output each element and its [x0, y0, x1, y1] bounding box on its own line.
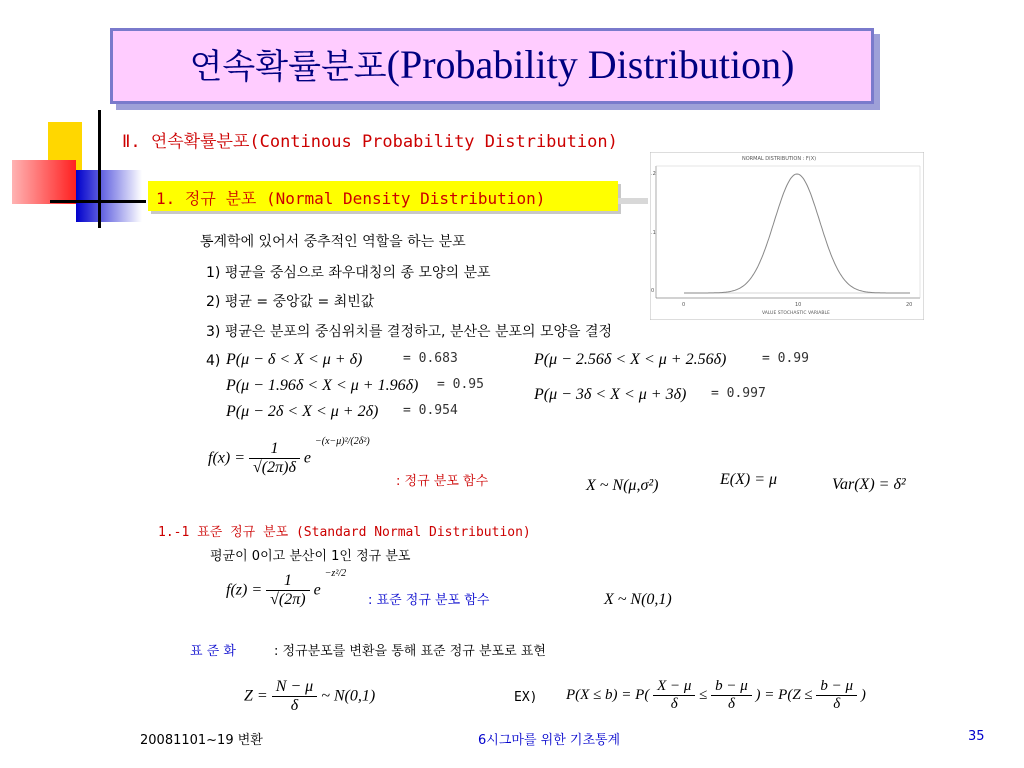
graph-ytick: 0: [651, 288, 655, 294]
prob-3sigma-value: = 0.997: [711, 386, 766, 401]
graph-xtick: 10: [795, 302, 802, 308]
footer-left: 20081101~19 변환: [140, 733, 263, 748]
example-numerator-2: b − μ: [711, 678, 752, 696]
normal-pdf-e: e: [303, 449, 311, 467]
point-1: 1) 평균을 중심으로 좌우대칭의 종 모양의 분포: [206, 265, 491, 281]
subsection-heading: 1. 정규 분포 (Normal Density Distribution): [156, 189, 546, 208]
prob-2sigma-value: = 0.954: [403, 403, 458, 418]
title-english: (Probability Distribution): [386, 42, 795, 87]
standard-pdf-label: : 표준 정규 분포 함수: [368, 593, 490, 608]
standard-pdf-numerator: 1: [266, 572, 309, 591]
prob-1sigma-value: = 0.683: [403, 351, 458, 366]
prob-256sigma: P(μ − 2.56δ < X < μ + 2.56δ): [534, 351, 727, 368]
standardize-desc: : 정규분포를 변환을 통해 표준 정규 분포로 표현: [274, 644, 546, 659]
standard-pdf-denominator: √(2π): [270, 591, 306, 608]
decor-red-square: [12, 160, 76, 204]
normal-mean: E(X) = μ: [720, 471, 778, 488]
prob-3sigma: P(μ − 3δ < X < μ + 3δ): [534, 386, 687, 403]
normal-variance: Var(X) = δ²: [832, 476, 906, 493]
example-numerator-1: X − μ: [653, 678, 695, 696]
prob-2sigma: P(μ − 2δ < X < μ + 2δ): [226, 403, 379, 420]
z-transform-formula: [244, 678, 375, 715]
standard-normal-desc: 평균이 0이고 분산이 1인 정규 분포: [210, 549, 411, 564]
z-numerator: N − μ: [272, 678, 318, 697]
point-2: 2) 평균 = 중앙값 = 최빈값: [206, 294, 375, 310]
normal-dist-notation: X ~ N(μ,σ²): [586, 477, 659, 494]
z-lhs: Z =: [244, 687, 268, 705]
graph-xtick: 20: [906, 302, 913, 308]
decor-blue-square: [76, 170, 142, 222]
graph-ytick: .1: [651, 230, 656, 236]
normal-distribution-graph: [650, 152, 924, 320]
example-part-4: ): [860, 687, 866, 703]
normal-pdf-exponent: −(x−μ)²/(2δ²): [315, 435, 370, 447]
title-korean: 연속확률분포: [189, 47, 387, 87]
standardize-label: 표 준 화: [190, 644, 236, 659]
prob-196sigma: P(μ − 1.96δ < X < μ + 1.96δ): [226, 377, 419, 394]
z-denominator: δ: [290, 697, 299, 714]
example-numerator-3: b − μ: [816, 678, 857, 696]
example-denominator-1: δ: [670, 696, 678, 712]
page-number: 35: [968, 729, 985, 744]
normal-pdf-label: : 정규 분포 함수: [396, 474, 489, 489]
example-part-3: ) = P(Z ≤: [755, 687, 813, 703]
normal-pdf-numerator: 1: [249, 440, 300, 459]
normal-pdf-denominator: √(2π)δ: [253, 459, 296, 476]
example-part-1: P(X ≤ b) = P(: [566, 687, 650, 703]
slide-title: [113, 39, 871, 88]
normal-pdf-lhs: f(x) =: [208, 449, 245, 467]
example-denominator-3: δ: [833, 696, 841, 712]
intro-line: 통계학에 있어서 중추적인 역할을 하는 분포: [200, 234, 466, 250]
normal-pdf-formula: [208, 435, 370, 477]
prob-196sigma-value: = 0.95: [437, 377, 484, 392]
footer-center: 6시그마를 위한 기초통계: [478, 733, 621, 748]
example-fraction-2: [711, 678, 752, 713]
example-denominator-2: δ: [727, 696, 735, 712]
standard-pdf-lhs: f(z) =: [226, 581, 263, 599]
decor-horizontal-line: [50, 200, 146, 203]
z-rhs: ~ N(0,1): [321, 687, 376, 705]
point-4-label: 4): [206, 353, 221, 369]
example-fraction-1: [653, 678, 695, 713]
slide-title-box: [110, 28, 874, 104]
standard-pdf-exponent: −z²/2: [324, 567, 347, 579]
point-3: 3) 평균은 분포의 중심위치를 결정하고, 분산은 분포의 모양을 결정: [206, 324, 613, 340]
graph-ytick: .2: [651, 171, 656, 177]
prob-1sigma: P(μ − δ < X < μ + δ): [226, 351, 363, 368]
prob-256sigma-value: = 0.99: [762, 351, 809, 366]
standard-dist-notation: X ~ N(0,1): [604, 591, 672, 608]
graph-xtick: 0: [682, 302, 686, 308]
graph-title: NORMAL DISTRIBUTION : F(X): [742, 156, 817, 162]
section-heading: Ⅱ. 연속확률분포(Continous Probability Distribution): [122, 132, 618, 152]
standard-pdf-e: e: [313, 581, 321, 599]
example-label: EX): [514, 690, 538, 705]
example-fraction-3: [816, 678, 857, 713]
graph-xlabel: VALUE STOCHASTIC VARIABLE: [762, 311, 830, 316]
z-fraction: [272, 678, 318, 715]
standard-normal-heading: 1.-1 표준 정규 분포 (Standard Normal Distribution): [158, 525, 531, 540]
normal-pdf-fraction: [249, 440, 300, 477]
subsection-shadow-line: [618, 198, 648, 204]
decor-vertical-line: [98, 110, 101, 228]
example-formula: [566, 678, 866, 713]
subsection-bar: [148, 181, 618, 211]
example-part-2: ≤: [699, 687, 708, 703]
standard-pdf-fraction: [266, 572, 309, 609]
standard-pdf-formula: [226, 567, 347, 609]
